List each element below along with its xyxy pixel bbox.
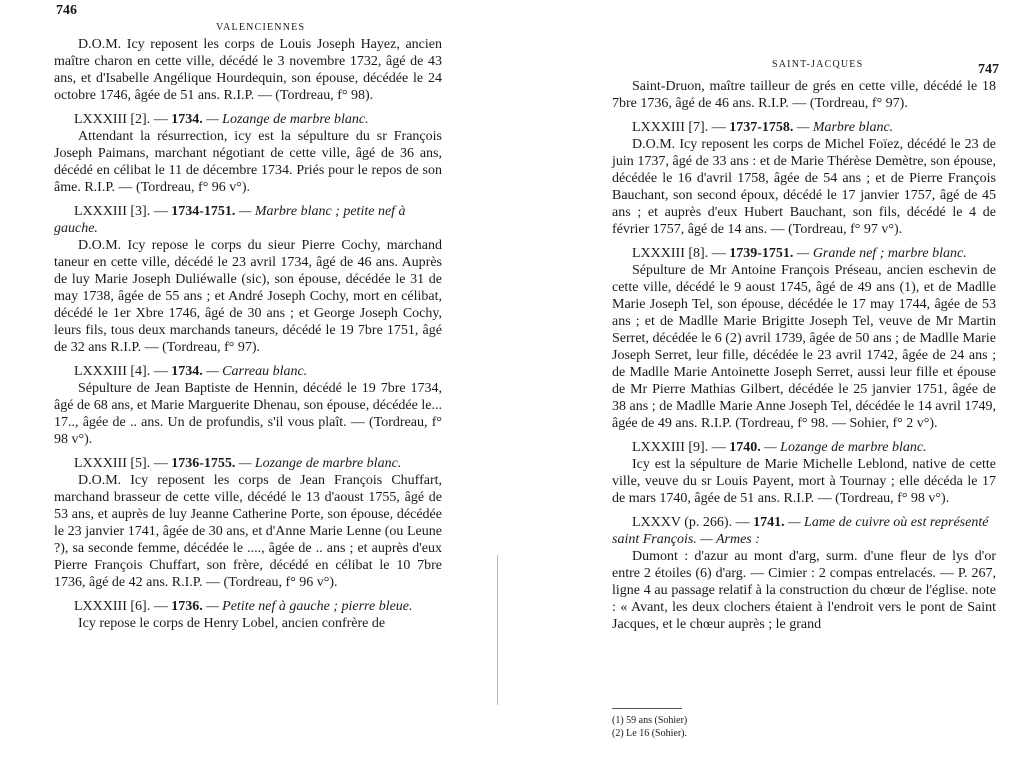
page-body <box>54 36 442 639</box>
entry <box>54 598 442 632</box>
entry <box>612 245 996 432</box>
entry-year: 1736. <box>171 599 203 614</box>
entry-text: D.O.M. Icy repose le corps du sieur Pierre Cochy, marchand taneur en cette ville, décédé le 23 avril 1734, âgé de 46 ans. Auprès de luy Marie Joseph Duliéwalle (sic), son épouse, décédée le 31 de may 1738, âgée de 55 ans ; et André Joseph Cochy, mort en célibat, décédé le 1er Xbre 1746, âgé de 30 ans ; et George Joseph Cochy, leurs fils, tous deux marchands taneurs, décédé le 19 7bre 1751, âgé de 32 ans R.I.P. — (Tordreau, f° 97). <box>54 238 442 355</box>
entry-description: — Marbre blanc. <box>796 120 894 135</box>
entry-year: 1734. <box>171 364 203 379</box>
footnote: (2) Le 16 (Sohier). <box>612 728 687 739</box>
entry-description: — Petite nef à gauche ; pierre bleue. <box>206 599 413 614</box>
footnote-rule <box>612 708 682 709</box>
entry-year: 1734-1751. <box>171 204 236 219</box>
entry-year: 1741. <box>753 515 785 530</box>
entry-year: 1740. <box>729 440 761 455</box>
entry <box>612 514 996 633</box>
entry-heading <box>54 203 442 237</box>
entry-description: — Grande nef ; marbre blanc. <box>796 246 967 261</box>
entry-heading <box>54 363 442 380</box>
entry-text: Attendant la résurrection, icy est la sépulture du sr François Joseph Paimans, marchant négotiant de cette ville, âgé de 36 ans, décédé en célibat le 11 de décembre 1734. Priés pour le repos de son âme. R.I.P. — (Tordreau, f° 96 v°). <box>54 129 442 195</box>
page-number: 746 <box>56 3 77 18</box>
entry-heading <box>612 439 996 456</box>
entry <box>54 36 442 104</box>
entry <box>54 455 442 591</box>
entry-number: LXXXIII [5]. — <box>74 456 168 471</box>
entry <box>612 119 996 238</box>
entry-number: LXXXIII [3]. — <box>74 204 168 219</box>
running-head: VALENCIENNES <box>216 22 306 33</box>
entry-description: — Lame de cuivre où est représenté saint François. — Armes : <box>612 515 989 547</box>
entry-text: D.O.M. Icy reposent les corps de Jean François Chuffart, marchand brasseur de cette ville, décédé le 13 d'aoust 1755, âgé de 53 ans, et auprès de luy Jeanne Catherine Porte, son épouse, décédée le 23 janvier 1741, âgée de 30 ans, et d'Anne Marie Lenne (ou Leune ?), sa seconde femme, décédée le ...., âgée de .. ans ; et auprès d'eux Pierre François Chuffart, son frère, décédé en célibat le 10 7bre 1736, âgé de 42 ans. R.I.P. — (Tordreau, f° 96 v°). <box>54 473 442 590</box>
entry-heading <box>54 598 442 615</box>
entry-heading <box>612 514 996 548</box>
entry-number: LXXXIII [9]. — <box>632 440 726 455</box>
entry-heading <box>612 245 996 262</box>
entry-number: LXXXIII [2]. — <box>74 112 168 127</box>
entry-text: Saint-Druon, maître tailleur de grés en cette ville, décédé le 18 7bre 1736, âgé de 46 ans. R.I.P. — (Tordreau, f° 97). <box>612 79 996 111</box>
entry-text: Sépulture de Mr Antoine François Préseau, ancien eschevin de cette ville, décédé le 9 aoust 1745, âgé de 49 ans (1), et de Madlle Marie Joseph Tel, son épouse, décédée le 17 may 1744, âgée de 53 ans ; et de Madlle Marie Brigitte Joseph Tel, veuve de Mr Martin Serret, décédée le 6 (2) avril 1739, âgée de 50 ans ; de Madlle Marie Joseph Serret, leur fille, décédée le 23 avril 1742, âgée de 24 ans ; de Madlle Marie Antoinette Joseph Serret, aussi leur fille et épouse de Mr Pierre Mathias Gilbert, décédée le 25 janvier 1751, âgée de 38 ans ; de Madlle Marie Anne Joseph Tel, décédée le 14 avril 1749, âgée de 49 ans. R.I.P. (Tordreau, f° 98. — Sohier, f° 2 v°). <box>612 263 996 431</box>
entry-number: LXXXIII [7]. — <box>632 120 726 135</box>
entry-text: D.O.M. Icy reposent les corps de Louis Joseph Hayez, ancien maître charon en cette ville, décédé le 3 novembre 1732, âgé de 43 ans, et d'Isabelle Angélique Hourdequin, son épouse, décédée le 24 octobre 1746, âgée de 51 ans. R.I.P. — (Tordreau, f° 98). <box>54 37 442 103</box>
entry-year: 1737-1758. <box>729 120 794 135</box>
entry <box>612 439 996 507</box>
entry-description: — Marbre blanc ; petite nef à gauche. <box>54 204 406 236</box>
entry-text: D.O.M. Icy reposent les corps de Michel Foïez, décédé le 23 de juin 1737, âgé de 33 ans : et de Marie Thérèse Demètre, son épouse, décédée le 16 d'avril 1758, âgée de 54 ans ; et de Pierre François Bauchant, son second époux, décédé le 17 janvier 1757, âgé de 45 ans ; et auprès d'eux Hubert Bauchant, son fils, décédé le 4 de février 1757, âgé de 14 ans. — (Tordreau, f° 97 v°). <box>612 137 996 237</box>
right-page <box>612 0 999 759</box>
entry-text: Icy repose le corps de Henry Lobel, ancien confrère de <box>78 616 386 631</box>
entry <box>54 363 442 448</box>
entry <box>54 111 442 196</box>
entry-heading <box>54 111 442 128</box>
entry-description: — Lozange de marbre blanc. <box>238 456 402 471</box>
entry-year: 1736-1755. <box>171 456 236 471</box>
entry-description: — Lozange de marbre blanc. <box>206 112 369 127</box>
entry-heading <box>54 455 442 472</box>
entry-text: Sépulture de Jean Baptiste de Hennin, décédé le 19 7bre 1734, âgé de 68 ans, et Marie Marguerite Dhenau, son épouse, décédée le... 17.., âgée de .. ans. Un de profundis, s'il vous plaît. — (Tordreau, f° 98 v°). <box>54 381 442 447</box>
entry-number: LXXXIII [4]. — <box>74 364 168 379</box>
gutter-divider <box>497 555 498 705</box>
entry-text: Dumont : d'azur au mont d'arg, surm. d'une fleur de lys d'or entre 2 étoiles (6) d'arg. — Cimier : 2 compas entrelacés. — P. 267, ligne 4 au passage relatif à la construction du chœur de l'église. note : « Avant, les deux clochers étaient à l'endroit vers le pont de Saint Jacques, et le chœur auprès ; le grand <box>612 549 996 632</box>
page-body <box>612 78 996 640</box>
running-head: SAINT-JACQUES <box>772 59 864 70</box>
entry <box>54 203 442 356</box>
entry-year: 1734. <box>171 112 203 127</box>
entry-description: — Lozange de marbre blanc. <box>764 440 927 455</box>
entry-number: LXXXIII [8]. — <box>632 246 726 261</box>
entry-number: LXXXIII [6]. — <box>74 599 168 614</box>
entry <box>612 78 996 112</box>
footnote: (1) 59 ans (Sohier) <box>612 715 688 726</box>
left-page <box>54 0 442 759</box>
entry-heading <box>612 119 996 136</box>
page-number: 747 <box>978 62 999 77</box>
entry-year: 1739-1751. <box>729 246 794 261</box>
entry-number: LXXXV (p. 266). — <box>632 515 750 530</box>
footnotes <box>612 714 687 740</box>
entry-text: Icy est la sépulture de Marie Michelle Leblond, native de cette ville, veuve du sr Louis Payent, mort à Tournay ; elle décéda le 17 de mars 1740, âgée de 51 ans. R.I.P. — (Tordreau, f° 98 v°). <box>612 457 996 506</box>
entry-description: — Carreau blanc. <box>206 364 308 379</box>
